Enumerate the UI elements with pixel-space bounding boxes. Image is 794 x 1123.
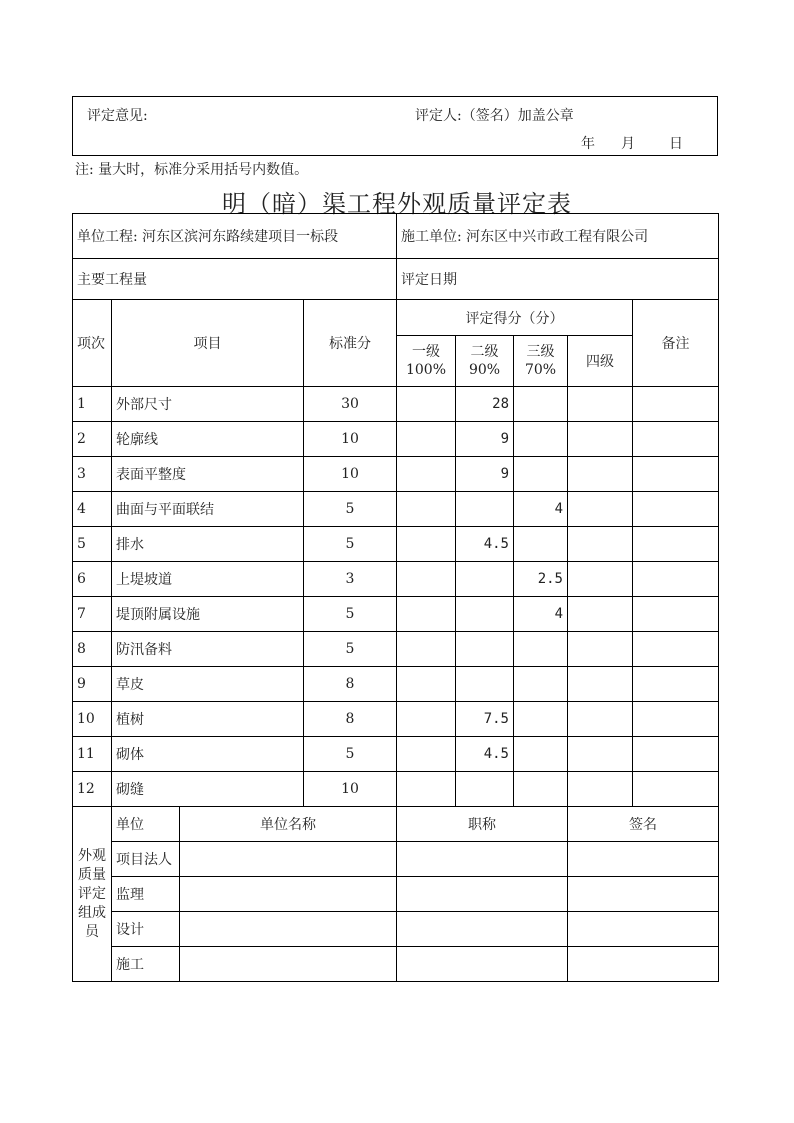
row-grade3 — [514, 422, 568, 457]
row-remarks — [633, 597, 719, 632]
committee-role: 设计 — [112, 912, 180, 947]
row-standard: 5 — [304, 527, 397, 562]
row-grade2: 4.5 — [456, 737, 514, 772]
committee-sign-cell[interactable] — [568, 877, 719, 912]
committee-header-unit: 单位 — [112, 807, 180, 842]
row-index: 11 — [73, 737, 112, 772]
row-index: 3 — [73, 457, 112, 492]
row-item: 砌缝 — [112, 772, 304, 807]
committee-title-cell[interactable] — [397, 912, 568, 947]
footnote: 注: 量大时，标准分采用括号内数值。 — [75, 162, 309, 178]
row-remarks — [633, 667, 719, 702]
table-row — [73, 387, 719, 422]
row-standard: 30 — [304, 387, 397, 422]
committee-sign-cell[interactable] — [568, 842, 719, 877]
row-index: 2 — [73, 422, 112, 457]
row-grade4 — [568, 702, 633, 737]
row-grade2: 7.5 — [456, 702, 514, 737]
assessor-label: 评定人:（签名）加盖公章 — [415, 108, 574, 124]
row-grade1 — [397, 422, 456, 457]
committee-header-unit-name: 单位名称 — [180, 807, 397, 842]
row-grade4 — [568, 422, 633, 457]
row-standard: 10 — [304, 422, 397, 457]
row-item: 砌体 — [112, 737, 304, 772]
date-month: 月 — [621, 136, 635, 152]
row-grade3: 2.5 — [514, 562, 568, 597]
row-index: 4 — [73, 492, 112, 527]
row-standard: 10 — [304, 457, 397, 492]
row-grade2 — [456, 667, 514, 702]
row-grade1 — [397, 597, 456, 632]
committee-side-label: 外观质量评定组成员 — [73, 807, 112, 982]
row-grade2 — [456, 632, 514, 667]
committee-title-cell[interactable] — [397, 947, 568, 982]
row-grade2 — [456, 492, 514, 527]
row-remarks — [633, 772, 719, 807]
eval-date-label: 评定日期 — [397, 259, 719, 300]
row-grade3 — [514, 527, 568, 562]
committee-row — [73, 842, 719, 877]
grade2-label: 二级 — [470, 344, 499, 360]
row-item: 植树 — [112, 702, 304, 737]
row-grade3 — [514, 667, 568, 702]
committee-title-cell[interactable] — [397, 842, 568, 877]
row-standard: 8 — [304, 702, 397, 737]
row-item: 上堤坡道 — [112, 562, 304, 597]
row-grade1 — [397, 457, 456, 492]
committee-header-sign: 签名 — [568, 807, 719, 842]
committee-unit-name-cell[interactable] — [180, 842, 397, 877]
table-row — [73, 492, 719, 527]
row-index: 6 — [73, 562, 112, 597]
row-grade2 — [456, 597, 514, 632]
committee-row — [73, 912, 719, 947]
main-quantity-label: 主要工程量 — [73, 259, 397, 300]
row-grade1 — [397, 632, 456, 667]
row-grade3 — [514, 737, 568, 772]
row-item: 轮廓线 — [112, 422, 304, 457]
table-row — [73, 457, 719, 492]
row-grade1 — [397, 702, 456, 737]
row-item: 草皮 — [112, 667, 304, 702]
table-row — [73, 562, 719, 597]
grade1-label: 一级 — [412, 344, 440, 360]
row-index: 12 — [73, 772, 112, 807]
row-item: 外部尺寸 — [112, 387, 304, 422]
committee-unit-name-cell[interactable] — [180, 947, 397, 982]
header-grade1 — [397, 336, 456, 387]
row-remarks — [633, 457, 719, 492]
row-grade1 — [397, 387, 456, 422]
header-item: 项目 — [112, 300, 304, 387]
row-index: 7 — [73, 597, 112, 632]
row-item: 排水 — [112, 527, 304, 562]
row-grade2: 28 — [456, 387, 514, 422]
row-grade1 — [397, 527, 456, 562]
header-score-group: 评定得分（分） — [397, 300, 633, 336]
row-grade1 — [397, 562, 456, 597]
header-grade2 — [456, 336, 514, 387]
row-standard: 5 — [304, 632, 397, 667]
row-grade4 — [568, 667, 633, 702]
date-day: 日 — [669, 136, 683, 152]
header-standard: 标准分 — [304, 300, 397, 387]
row-standard: 5 — [304, 492, 397, 527]
header-grade4: 四级 — [568, 336, 633, 387]
row-standard: 5 — [304, 597, 397, 632]
header-remarks: 备注 — [633, 300, 719, 387]
row-standard: 5 — [304, 737, 397, 772]
row-grade4 — [568, 387, 633, 422]
evaluation-opinion-box — [72, 96, 718, 156]
row-grade3 — [514, 457, 568, 492]
table-row — [73, 632, 719, 667]
table-row — [73, 772, 719, 807]
row-grade4 — [568, 597, 633, 632]
table-row — [73, 422, 719, 457]
row-grade2: 4.5 — [456, 527, 514, 562]
committee-role: 项目法人 — [112, 842, 180, 877]
row-grade2 — [456, 772, 514, 807]
row-remarks — [633, 422, 719, 457]
row-grade1 — [397, 737, 456, 772]
table-row — [73, 667, 719, 702]
row-grade4 — [568, 492, 633, 527]
page-title: 明（暗）渠工程外观质量评定表 — [222, 190, 572, 218]
committee-sign-cell[interactable] — [568, 912, 719, 947]
row-grade2: 9 — [456, 457, 514, 492]
grade3-pct: 70% — [524, 362, 557, 378]
row-index: 1 — [73, 387, 112, 422]
committee-header-title: 职称 — [397, 807, 568, 842]
date-year: 年 — [581, 136, 595, 152]
row-grade4 — [568, 562, 633, 597]
table-row — [73, 702, 719, 737]
committee-row — [73, 877, 719, 912]
opinion-label: 评定意见: — [87, 108, 148, 124]
row-grade3 — [514, 772, 568, 807]
committee-row — [73, 947, 719, 982]
row-grade2 — [456, 562, 514, 597]
grade1-pct: 100% — [405, 362, 447, 378]
row-standard: 10 — [304, 772, 397, 807]
row-grade4 — [568, 632, 633, 667]
grade3-label: 三级 — [526, 344, 555, 360]
row-grade3: 4 — [514, 597, 568, 632]
row-grade1 — [397, 772, 456, 807]
row-remarks — [633, 632, 719, 667]
row-grade1 — [397, 667, 456, 702]
row-remarks — [633, 702, 719, 737]
row-grade4 — [568, 457, 633, 492]
grade2-pct: 90% — [468, 362, 501, 378]
row-item: 防汛备料 — [112, 632, 304, 667]
table-row — [73, 527, 719, 562]
row-grade3: 4 — [514, 492, 568, 527]
committee-role: 施工 — [112, 947, 180, 982]
row-grade1 — [397, 492, 456, 527]
row-grade3 — [514, 632, 568, 667]
row-remarks — [633, 562, 719, 597]
committee-unit-name-cell[interactable] — [180, 912, 397, 947]
row-grade4 — [568, 737, 633, 772]
row-item: 曲面与平面联结 — [112, 492, 304, 527]
table-row — [73, 737, 719, 772]
committee-unit-name-cell[interactable] — [180, 877, 397, 912]
row-remarks — [633, 492, 719, 527]
committee-title-cell[interactable] — [397, 877, 568, 912]
row-item: 堤顶附属设施 — [112, 597, 304, 632]
row-grade4 — [568, 527, 633, 562]
row-standard: 3 — [304, 562, 397, 597]
committee-sign-cell[interactable] — [568, 947, 719, 982]
row-index: 8 — [73, 632, 112, 667]
committee-role: 监理 — [112, 877, 180, 912]
unit-project: 单位工程: 河东区滨河东路续建项目一标段 — [73, 214, 397, 259]
row-grade2: 9 — [456, 422, 514, 457]
row-remarks — [633, 527, 719, 562]
row-standard: 8 — [304, 667, 397, 702]
header-grade3 — [514, 336, 568, 387]
table-row — [73, 597, 719, 632]
row-item: 表面平整度 — [112, 457, 304, 492]
row-grade3 — [514, 387, 568, 422]
row-grade3 — [514, 702, 568, 737]
row-grade4 — [568, 772, 633, 807]
row-index: 9 — [73, 667, 112, 702]
quality-assessment-table — [72, 213, 719, 982]
row-remarks — [633, 737, 719, 772]
header-index: 项次 — [73, 300, 112, 387]
row-index: 10 — [73, 702, 112, 737]
construction-unit: 施工单位: 河东区中兴市政工程有限公司 — [397, 214, 719, 259]
row-index: 5 — [73, 527, 112, 562]
row-remarks — [633, 387, 719, 422]
